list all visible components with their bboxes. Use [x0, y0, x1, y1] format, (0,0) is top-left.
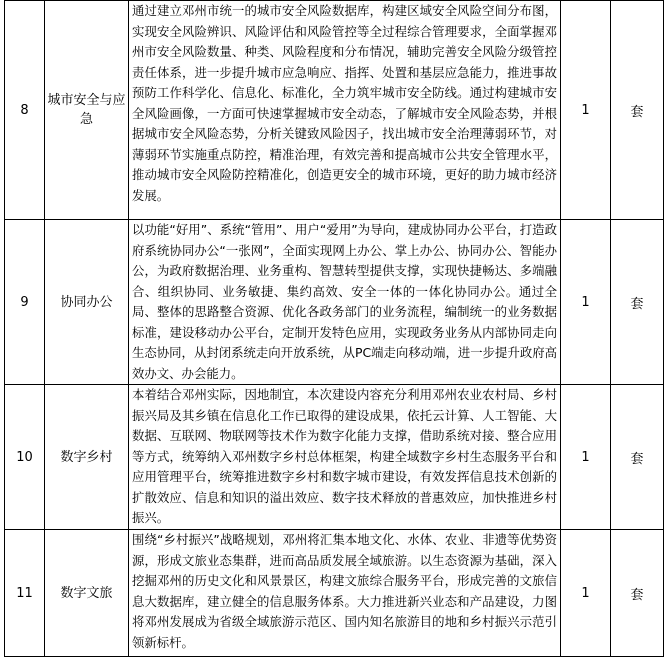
row-number: 8: [5, 1, 45, 220]
unit: 套: [611, 1, 664, 220]
table-row: [5, 220, 664, 385]
row-number: 9: [5, 220, 45, 385]
project-name: 数字乡村: [45, 385, 129, 530]
row-number: 11: [5, 530, 45, 657]
row-number: 10: [5, 385, 45, 530]
project-description: 通过建立邓州市统一的城市安全风险数据库，构建区域安全风险空间分布图，实现安全风险辨识、风险评估和风险管控等全过程综合管理要求，全面掌握邓州市安全风险数量、种类、风险程度和分布情况，辅助完善安全风险分级管控责任体系，进一步提升城市应急响应、指挥、处置和基层应急能力，推进事故预防工作科学化、信息化、标准化，全力筑牢城市安全防线。通过构建城市安全风险画像，一方面可快速掌握城市安全动态，了解城市安全风险态势，并根据城市安全风险态势，分析关键致风险因子，找出城市安全治理薄弱环节，对薄弱环节实施重点防控，精准治理，有效完善和提高城市公共安全管理水平，推动城市安全风险防控精准化，创造更安全的城市环境，更好的助力城市经济发展。: [129, 1, 561, 220]
table-row: [5, 1, 664, 220]
quantity: 1: [561, 530, 611, 657]
project-description: 围绕“乡村振兴”战略规划，邓州将汇集本地文化、水体、农业、非遗等优势资源，形成文旅业态集群，进而高品质发展全域旅游。以生态资源为基础，深入挖掘邓州的历史文化和风景景区，构建文旅综合服务平台，形成完善的文旅信息大数据库，建立健全的信息服务体系。大力推进新兴业态和产品建设，力图将邓州发展成为省级全域旅游示范区、国内知名旅游目的地和乡村振兴示范引领新标杆。: [129, 530, 561, 657]
project-name: 城市安全与应急: [45, 1, 129, 220]
unit: 套: [611, 220, 664, 385]
quantity: 1: [561, 1, 611, 220]
quantity: 1: [561, 385, 611, 530]
project-name: 协同办公: [45, 220, 129, 385]
unit: 套: [611, 530, 664, 657]
unit: 套: [611, 385, 664, 530]
quantity: 1: [561, 220, 611, 385]
table-row: [5, 385, 664, 530]
project-description: 本着结合邓州实际，因地制宜，本次建设内容充分利用邓州农业农村局、乡村振兴局及其乡镇在信息化工作已取得的建设成果，依托云计算、人工智能、大数据、互联网、物联网等技术作为数字化能力支撑，借助系统对接、整合应用等方式，统筹纳入邓州数字乡村总体框架，构建全域数字乡村生态服务平台和应用管理平台，统筹推进数字乡村和数字城市建设，有效发挥信息技术创新的扩散效应、信息和知识的溢出效应、数字技术释放的普惠效应，加快推进乡村振兴。: [129, 385, 561, 530]
table-row: [5, 530, 664, 657]
project-name: 数字文旅: [45, 530, 129, 657]
project-description: 以功能“好用”、系统“管用”、用户“爱用”为导向，建成协同办公平台，打造政府系统协同办公“一张网”，全面实现网上办公、掌上办公、协同办公、智能办公，为政府数据治理、业务重构、智慧转型提供支撑，实现快捷畅达、多端融合、组织协同、业务敏捷、集约高效、安全一体的一体化协同办公。通过全局、整体的思路整合资源、优化各政务部门的业务流程，编制统一的业务数据标准，建设移动办公平台，定制开发特色应用，实现政务业务从内部协同走向生态协同，从封闭系统走向开放系统，从PC端走向移动端，进一步提升政府高效办文、办会能力。: [129, 220, 561, 385]
project-table: [4, 0, 664, 657]
